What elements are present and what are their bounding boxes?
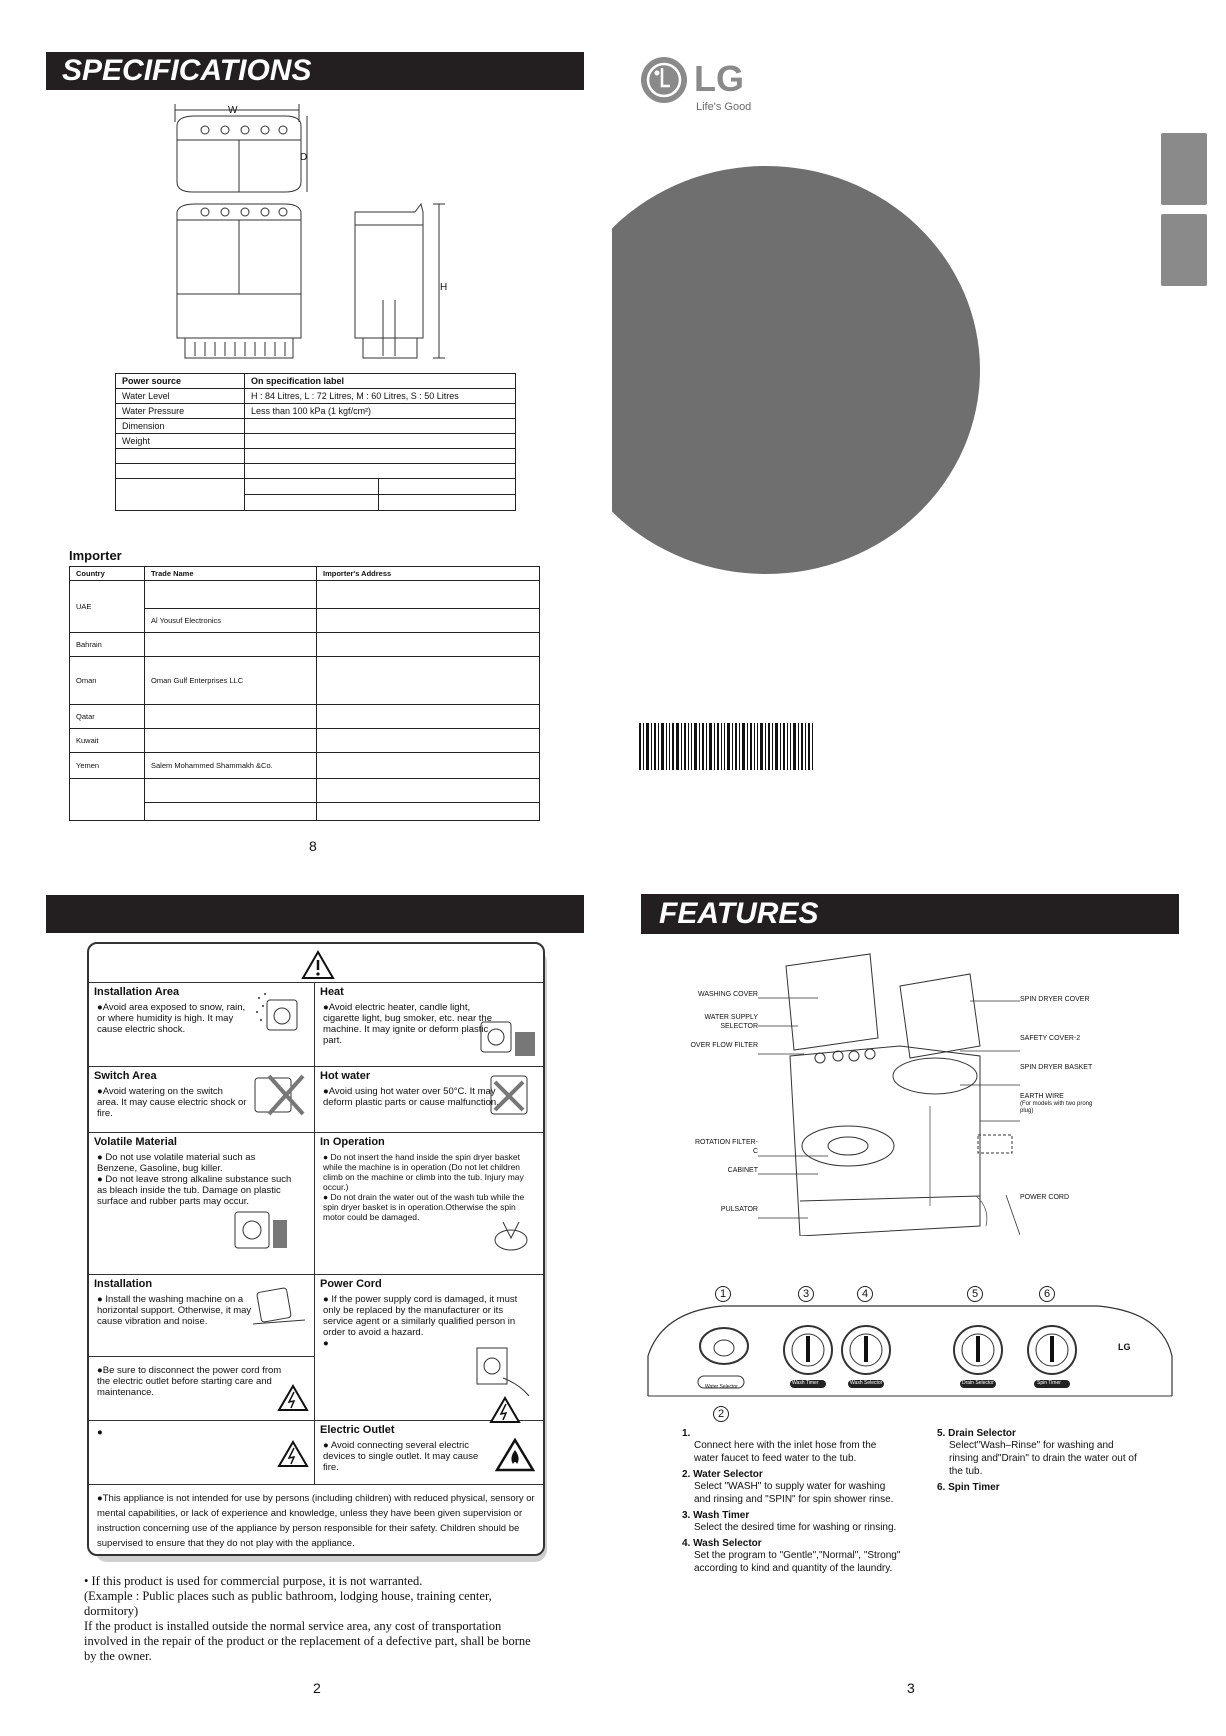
features-list-left bbox=[682, 1424, 902, 1575]
feature-title: 5. Drain Selector bbox=[937, 1428, 1016, 1439]
importer-country: Bahrain bbox=[70, 633, 145, 657]
spec-value bbox=[245, 479, 379, 495]
feature-title: 4. Wash Selector bbox=[682, 1538, 762, 1549]
lg-tagline: Life's Good bbox=[696, 101, 752, 113]
section-title: Volatile Material bbox=[94, 1136, 177, 1148]
feature-title: 3. Wash Timer bbox=[682, 1510, 750, 1521]
plug-outlet-icon bbox=[473, 1344, 533, 1400]
importer-header: Country bbox=[70, 567, 145, 581]
spec-value bbox=[245, 419, 516, 434]
part-label: CABINET bbox=[727, 1167, 758, 1174]
part-label: OVER FLOW FILTER bbox=[690, 1042, 758, 1049]
page-number: 3 bbox=[907, 1680, 915, 1696]
importer-table bbox=[69, 566, 540, 821]
callout-2: 2 bbox=[713, 1406, 729, 1422]
importer-header: Importer's Address bbox=[317, 567, 540, 581]
panel-label-wash-selector: Wash Selector bbox=[850, 1380, 883, 1386]
spec-label: Power source bbox=[116, 374, 245, 389]
parts-labels-left bbox=[690, 990, 758, 1214]
section-text: ●Be sure to disconnect the power cord from the electric outlet before starting care and maintenance. bbox=[97, 1365, 282, 1398]
spec-table bbox=[115, 373, 516, 511]
importer-trade bbox=[145, 729, 317, 753]
panel-label-spin-timer: Spin Timer bbox=[1037, 1380, 1061, 1386]
importer-trade: Al Yousuf Electronics bbox=[145, 609, 317, 633]
spec-value: Less than 100 kPa (1 kgf/cm²) bbox=[245, 404, 516, 419]
feature-text: Select the desired time for washing or rinsing. bbox=[694, 1522, 897, 1533]
page-number: 8 bbox=[309, 838, 317, 854]
section-text: ●Avoid using hot water over 50°C. It may deform plastic parts or cause malfunction. bbox=[323, 1086, 499, 1108]
spec-value bbox=[245, 434, 516, 449]
barcode bbox=[639, 723, 813, 770]
feature-text: Select"Wash–Rinse" for washing and rinsing and"Drain" to drain the water out of the tub. bbox=[949, 1440, 1137, 1477]
section-text: ●Avoid watering on the switch area. It may cause electric shock or fire. bbox=[97, 1086, 247, 1119]
feature-title: 6. Spin Timer bbox=[937, 1482, 1000, 1493]
spec-label: Water Level bbox=[116, 389, 245, 404]
feature-title: 2. Water Selector bbox=[682, 1469, 763, 1480]
importer-title: Importer bbox=[69, 548, 122, 563]
section-title: Electric Outlet bbox=[320, 1424, 395, 1436]
page2-banner bbox=[46, 895, 584, 933]
part-label: SAFETY COVER-2 bbox=[1020, 1035, 1081, 1042]
part-label: (For models with two prong plug) bbox=[1020, 1101, 1093, 1114]
dim-d-label: D bbox=[300, 152, 308, 163]
hot-water-washer-icon bbox=[485, 1072, 535, 1118]
specifications-banner: SPECIFICATIONS bbox=[46, 52, 584, 90]
spec-value bbox=[379, 495, 516, 511]
lg-logo-icon bbox=[640, 56, 688, 104]
warranty-line: • If this product is used for commercial purpose, it is not warranted. bbox=[84, 1574, 423, 1588]
appliance-note-text: ●This appliance is not intended for use by persons (including children) with reduced physical, sensory or mental capabilities, or lack of experience and knowledge, unless they have been given supervision or instruction concerning use of the appliance by person responsible for their safety. Children should be supervised to ensure that they do not play with the appliance. bbox=[97, 1493, 535, 1549]
lg-logo bbox=[640, 56, 800, 120]
importer-country: Qatar bbox=[70, 705, 145, 729]
rain-washer-icon bbox=[253, 990, 305, 1036]
importer-country: Oman bbox=[70, 657, 145, 705]
spec-label bbox=[116, 479, 245, 511]
callout-4: 4 bbox=[857, 1286, 873, 1302]
page-number: 2 bbox=[313, 1680, 321, 1696]
panel-label-drain-selector: Drain Selector bbox=[962, 1380, 994, 1386]
part-label: POWER CORD bbox=[1020, 1194, 1069, 1201]
cover-circle bbox=[560, 166, 990, 574]
operation-hand-icon bbox=[489, 1214, 533, 1254]
warranty-text bbox=[84, 1574, 540, 1664]
section-title: Switch Area bbox=[94, 1070, 157, 1082]
warranty-line: (Example : Public places such as public bathroom, lodging house, training center, dormitory) bbox=[84, 1589, 492, 1618]
shock-warning-icon bbox=[277, 1384, 309, 1412]
panel-label-water-selector: Water Selector bbox=[705, 1384, 738, 1390]
part-label: ROTATION FILTER-C bbox=[695, 1139, 758, 1155]
part-label: EARTH WIRE bbox=[1020, 1093, 1064, 1100]
heater-washer-icon bbox=[477, 1014, 539, 1060]
section-title: Installation bbox=[94, 1278, 153, 1290]
part-label: SPIN DRYER BASKET bbox=[1020, 1064, 1093, 1071]
section-title: Installation Area bbox=[94, 986, 180, 998]
switch-washer-icon bbox=[249, 1072, 309, 1118]
dim-w-label: W bbox=[228, 105, 238, 116]
spec-value bbox=[245, 449, 516, 464]
spec-label: Water Pressure bbox=[116, 404, 245, 419]
features-banner: FEATURES bbox=[641, 894, 1179, 934]
warranty-line: If the product is installed outside the normal service area, any cost of transportation involved in the repair of the product or the replacement of a defective part, shall be borne by the owner. bbox=[84, 1619, 531, 1663]
installation-washer-icon bbox=[249, 1280, 309, 1330]
part-label: WATER SUPPLY SELECTOR bbox=[704, 1014, 758, 1030]
panel-label-wash-timer: Wash Timer bbox=[792, 1380, 819, 1386]
spec-label bbox=[116, 464, 245, 479]
importer-trade: Oman Gulf Enterprises LLC bbox=[145, 657, 317, 705]
section-title: Heat bbox=[320, 986, 344, 998]
lg-logo-text: LG bbox=[694, 58, 744, 99]
importer-country: Yemen bbox=[70, 753, 145, 779]
side-tab bbox=[1161, 133, 1207, 205]
importer-header: Trade Name bbox=[145, 567, 317, 581]
parts-labels-right bbox=[1020, 995, 1100, 1202]
feature-text: Set the program to "Gentle","Normal", "Strong" according to kind and quantity of the laundry. bbox=[694, 1550, 901, 1574]
section-text: ● Do not use volatile material such as Benzene, Gasoline, bug killer. ● Do not leave strong alkaline substance such as bleach inside the tub. Damage on plastic surface and rubber parts may occur. bbox=[97, 1152, 292, 1207]
callout-3: 3 bbox=[798, 1286, 814, 1302]
importer-country: UAE bbox=[70, 581, 145, 633]
section-text: ●Avoid electric heater, candle light, cigarette light, bug smoker, etc. near the machine. It may ignite or deform plastic part. bbox=[323, 1002, 492, 1046]
warning-box bbox=[87, 942, 545, 1556]
spec-value bbox=[379, 479, 516, 495]
feature-text: Select "WASH" to supply water for washing and rinsing and "SPIN" for spin shower rinse. bbox=[694, 1481, 894, 1505]
volatile-washer-icon bbox=[231, 1204, 293, 1256]
leader-lines-right bbox=[960, 995, 1020, 1235]
dim-h-label: H bbox=[440, 282, 448, 293]
importer-trade bbox=[145, 633, 317, 657]
appliance-note bbox=[89, 1484, 543, 1554]
section-text: ● Install the washing machine on a horizontal support. Otherwise, it may cause vibration and noise. bbox=[97, 1294, 252, 1327]
callout-6: 6 bbox=[1039, 1286, 1055, 1302]
spec-value: H : 84 Litres, L : 72 Litres, M : 60 Litres, S : 50 Litres bbox=[245, 389, 516, 404]
feature-title: 1. bbox=[682, 1428, 691, 1439]
shock-warning-icon bbox=[489, 1396, 521, 1424]
part-label: PULSATOR bbox=[720, 1206, 758, 1213]
section-title: Hot water bbox=[320, 1070, 371, 1082]
section-title: In Operation bbox=[320, 1136, 385, 1148]
spec-label: Dimension bbox=[116, 419, 245, 434]
warning-triangle-icon bbox=[301, 950, 335, 980]
callout-1: 1 bbox=[715, 1286, 731, 1302]
fire-warning-icon bbox=[495, 1438, 535, 1472]
panel-brand-logo: LG bbox=[1118, 1342, 1131, 1352]
spec-value: On specification label bbox=[245, 374, 516, 389]
callout-5: 5 bbox=[967, 1286, 983, 1302]
section-text: ●Avoid area exposed to snow, rain, or where humidity is high. It may cause electric shock. bbox=[97, 1002, 246, 1035]
section-text: ● If the power supply cord is damaged, it must only be replaced by the manufacturer or its service agent or a similarly qualified person in order to avoid a hazard. ● bbox=[323, 1294, 518, 1349]
washer-dimension-drawing bbox=[165, 100, 465, 362]
leader-lines-left bbox=[758, 990, 838, 1230]
spec-value bbox=[245, 464, 516, 479]
section-text: ● bbox=[97, 1427, 103, 1438]
spec-value bbox=[245, 495, 379, 511]
shock-warning-icon bbox=[277, 1440, 309, 1468]
spec-label bbox=[116, 449, 245, 464]
section-title: Power Cord bbox=[320, 1278, 382, 1290]
importer-trade bbox=[145, 705, 317, 729]
spec-label: Weight bbox=[116, 434, 245, 449]
side-tab bbox=[1161, 214, 1207, 286]
section-text: ● Avoid connecting several electric devices to single outlet. It may cause fire. bbox=[323, 1440, 479, 1473]
section-text: ● Do not insert the hand inside the spin dryer basket while the machine is in operation (Do not let children climb on the machine or climb into the tub. Injury may occur.) ● Do not drain the water out of the wash tub while the spin dryer basket is in operation.Otherwise the spin motor could be damaged. bbox=[323, 1152, 525, 1222]
importer-trade: Salem Mohammed Shammakh &Co. bbox=[145, 753, 317, 779]
part-label: SPIN DRYER COVER bbox=[1020, 996, 1090, 1003]
part-label: WASHING COVER bbox=[697, 991, 758, 998]
importer-country: Kuwait bbox=[70, 729, 145, 753]
feature-text: Connect here with the inlet hose from the water faucet to feed water to the tub. bbox=[694, 1440, 877, 1464]
features-list-right bbox=[937, 1424, 1137, 1493]
